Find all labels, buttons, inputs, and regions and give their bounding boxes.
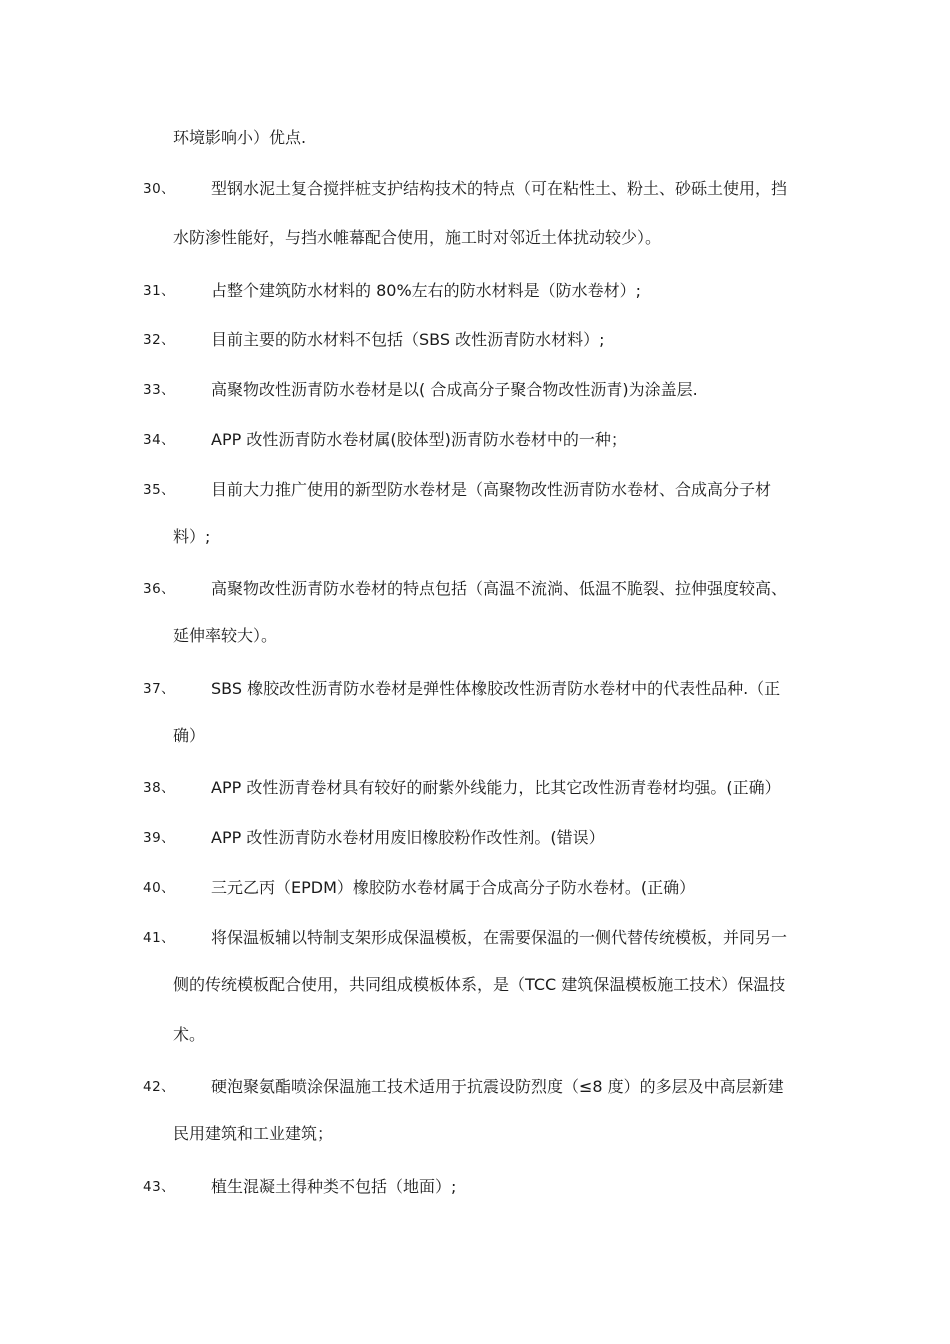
- text-line: 型钢水泥土复合搅拌桩支护结构技术的特点（可在粘性土、粉土、砂砾土使用，挡: [211, 179, 788, 198]
- text-line: 植生混凝土得种类不包括（地面）;: [211, 1177, 457, 1196]
- item-number: 36、: [143, 581, 176, 597]
- text-line: 环境影响小）优点.: [173, 128, 307, 147]
- item-number: 40、: [143, 880, 176, 896]
- text-line: SBS 橡胶改性沥青防水卷材是弹性体橡胶改性沥青防水卷材中的代表性品种.（正: [211, 679, 781, 698]
- text-line: 高聚物改性沥青防水卷材的特点包括（高温不流淌、低温不脆裂、拉伸强度较高、: [211, 579, 788, 598]
- text-line: 占整个建筑防水材料的 80%左右的防水材料是（防水卷材）;: [211, 281, 642, 300]
- text-line: APP 改性沥青防水卷材属(胶体型)沥青防水卷材中的一种；: [211, 430, 627, 449]
- item-number: 33、: [143, 382, 176, 398]
- item-number: 38、: [143, 780, 176, 796]
- item-number: 35、: [143, 482, 176, 498]
- item-number: 41、: [143, 930, 176, 946]
- text-line: 水防渗性能好，与挡水帷幕配合使用，施工时对邻近土体扰动较少）。: [173, 228, 662, 247]
- item-number: 37、: [143, 681, 176, 697]
- item-number: 30、: [143, 181, 176, 197]
- item-number: 39、: [143, 830, 176, 846]
- item-number: 43、: [143, 1179, 176, 1195]
- text-line: APP 改性沥青防水卷材用废旧橡胶粉作改性剂。(错误）: [211, 828, 605, 847]
- text-line: 目前大力推广使用的新型防水卷材是（高聚物改性沥青防水卷材、合成高分子材: [211, 480, 772, 499]
- text-line: 料）;: [173, 527, 211, 546]
- text-line: 延伸率较大）。: [173, 626, 278, 645]
- text-line: 高聚物改性沥青防水卷材是以( 合成高分子聚合物改性沥青)为涂盖层.: [211, 380, 698, 399]
- text-line: 将保温板辅以特制支架形成保温模板，在需要保温的一侧代替传统模板，并同另一: [211, 928, 788, 947]
- text-line: 三元乙丙（EPDM）橡胶防水卷材属于合成高分子防水卷材。(正确）: [211, 878, 696, 897]
- text-line: APP 改性沥青卷材具有较好的耐紫外线能力，比其它改性沥青卷材均强。(正确）: [211, 778, 781, 797]
- item-number: 31、: [143, 283, 176, 299]
- text-line: 确）: [173, 726, 206, 745]
- text-line: 硬泡聚氨酯喷涂保温施工技术适用于抗震设防烈度（≤8 度）的多层及中高层新建: [211, 1077, 784, 1096]
- item-number: 34、: [143, 432, 176, 448]
- text-line: 目前主要的防水材料不包括（SBS 改性沥青防水材料）;: [211, 330, 605, 349]
- item-number: 42、: [143, 1079, 176, 1095]
- text-line: 术。: [173, 1025, 206, 1044]
- text-line: 侧的传统模板配合使用，共同组成模板体系，是（TCC 建筑保温模板施工技术）保温技: [173, 975, 786, 994]
- item-number: 32、: [143, 332, 176, 348]
- text-line: 民用建筑和工业建筑；: [173, 1124, 334, 1143]
